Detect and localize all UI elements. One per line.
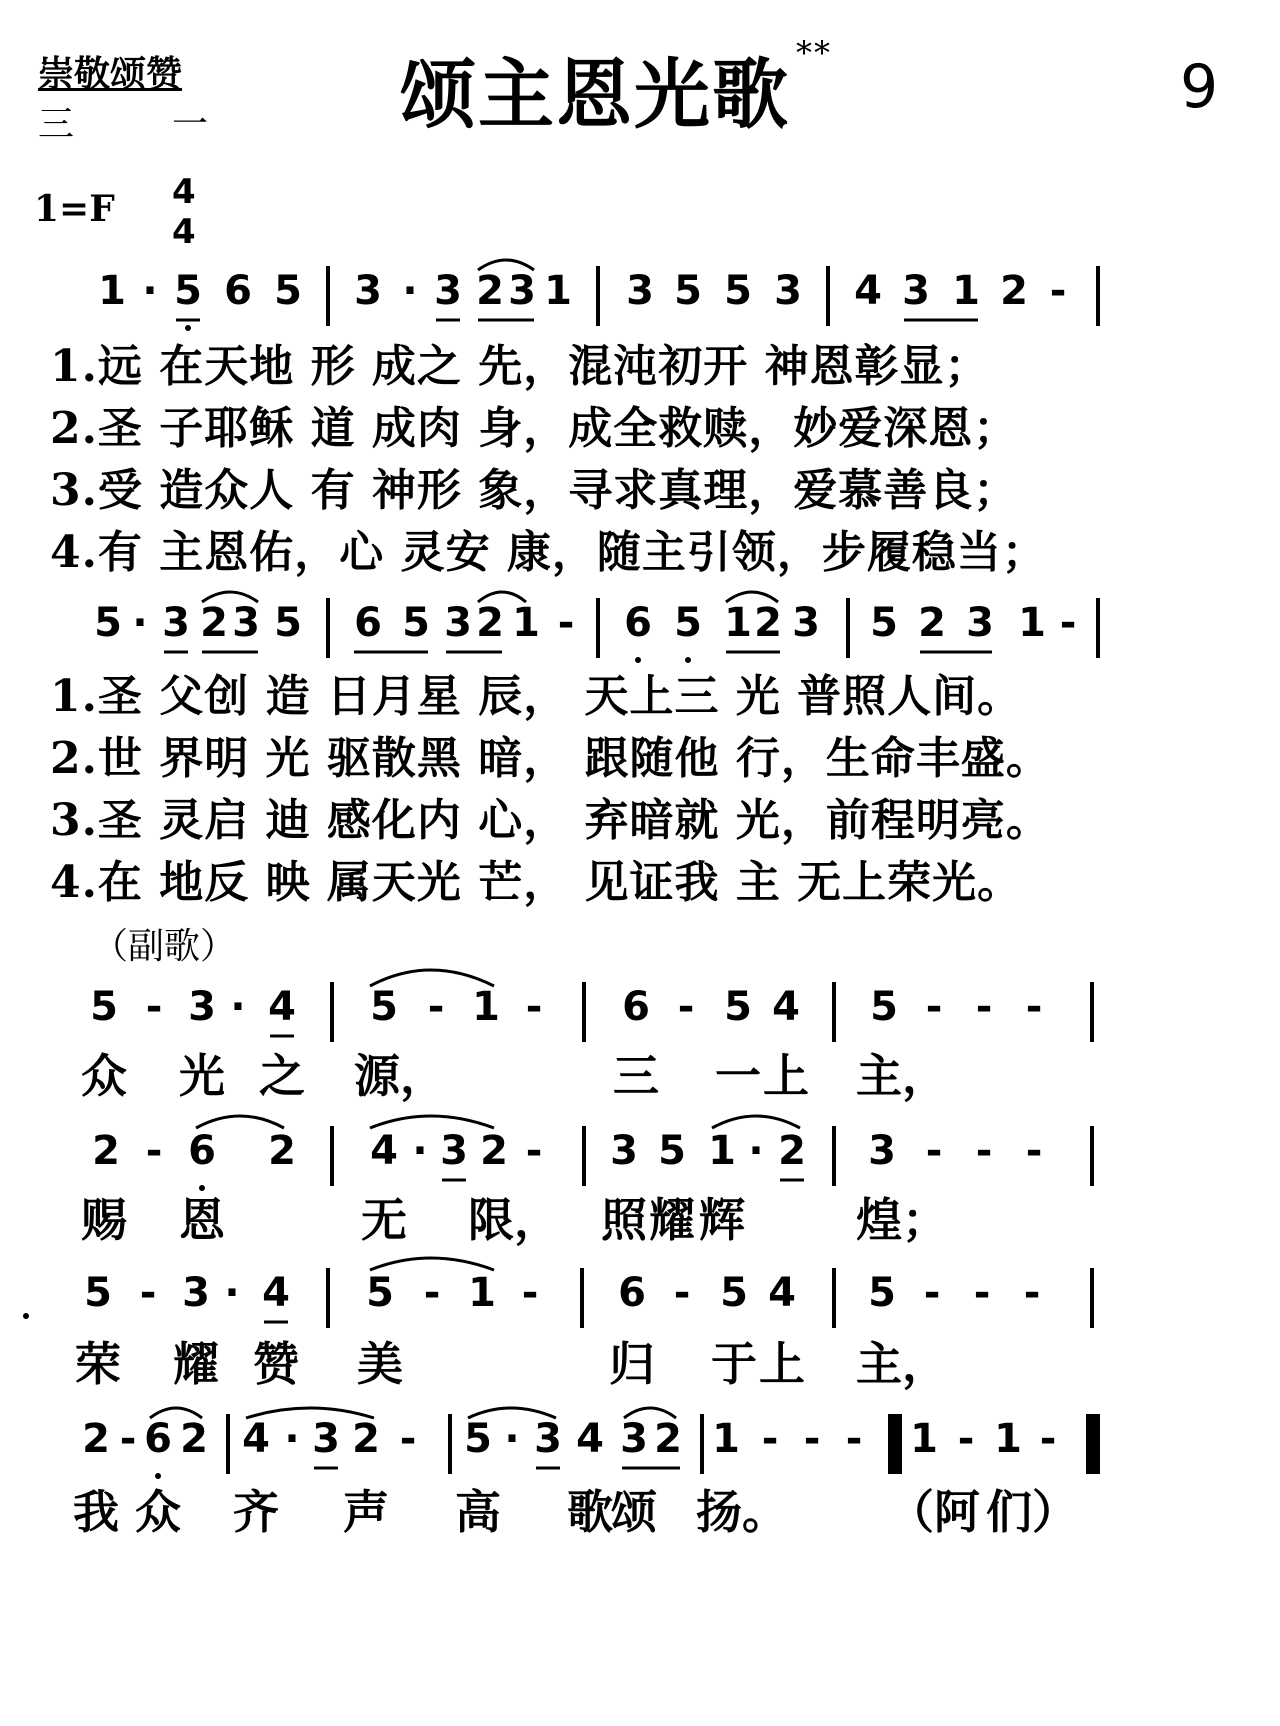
note: 6 bbox=[618, 1270, 646, 1316]
note: 6 bbox=[188, 1128, 216, 1174]
note: 6 bbox=[224, 268, 252, 314]
bar-line bbox=[832, 1268, 836, 1328]
bar-line bbox=[326, 266, 330, 326]
note: 6 bbox=[354, 600, 382, 646]
bar-line bbox=[582, 1126, 586, 1186]
note-dash: - bbox=[427, 984, 445, 1030]
note: 3 bbox=[162, 600, 190, 646]
chorus-lyric: 煌； bbox=[856, 1193, 948, 1247]
note: 1 bbox=[708, 1128, 736, 1174]
note-dash: - bbox=[1025, 1128, 1043, 1174]
bar-line bbox=[846, 598, 850, 658]
verse-lyric-line: 2.圣 子耶稣 道 成肉 身，成全救赎，妙爱深恩； bbox=[50, 403, 1019, 454]
note: 2 bbox=[654, 1416, 682, 1462]
bar-line bbox=[326, 1268, 330, 1328]
bar-line bbox=[1096, 266, 1100, 326]
chorus-lyric: 归 bbox=[609, 1337, 655, 1391]
note: 4 bbox=[370, 1128, 398, 1174]
note: 2 bbox=[82, 1416, 110, 1462]
bar-line bbox=[596, 266, 600, 326]
note-dash: - bbox=[677, 984, 695, 1030]
note: 3 bbox=[774, 268, 802, 314]
note: 2 bbox=[918, 600, 946, 646]
chorus-lyric: 之 bbox=[259, 1049, 305, 1103]
note-dot: · bbox=[402, 268, 418, 314]
note: 2 bbox=[754, 600, 782, 646]
note: 3 bbox=[312, 1416, 340, 1462]
chorus-lyric: 赞 bbox=[253, 1337, 299, 1391]
chorus-lyric: 耀 bbox=[173, 1337, 219, 1391]
note: 3 bbox=[434, 268, 462, 314]
note-dash: - bbox=[973, 1270, 991, 1316]
note: 5 bbox=[658, 1128, 686, 1174]
note-dash: - bbox=[1023, 1270, 1041, 1316]
chorus-label: （副歌） bbox=[92, 926, 237, 967]
chorus-lyric: 限， bbox=[468, 1193, 560, 1247]
note: 5 bbox=[870, 600, 898, 646]
note: 4 bbox=[772, 984, 800, 1030]
verse-lyric-line: 1.圣 父创 造 日月星 辰， 天上三 光 普照人间。 bbox=[50, 671, 1023, 722]
note-dash: - bbox=[399, 1416, 417, 1462]
key-signature: 1=F bbox=[34, 188, 115, 230]
chorus-lyric: 恩 bbox=[179, 1193, 225, 1247]
time-signature bbox=[172, 172, 196, 252]
note: 3 bbox=[966, 600, 994, 646]
note-dash: - bbox=[1049, 268, 1067, 314]
note: 1 bbox=[468, 1270, 496, 1316]
chorus-lyric: 们） bbox=[986, 1485, 1078, 1539]
bar-line bbox=[826, 266, 830, 326]
note: 3 bbox=[868, 1128, 896, 1174]
page-number: 9 bbox=[1180, 52, 1219, 122]
note-dash: - bbox=[845, 1416, 863, 1462]
note: 4 bbox=[768, 1270, 796, 1316]
note: 5 bbox=[868, 1270, 896, 1316]
bar-line bbox=[1090, 1126, 1094, 1186]
verse-lyric-line: 4.在 地反 映 属天光 芒， 见证我 主 无上荣光。 bbox=[50, 857, 1023, 908]
note: 5 bbox=[274, 600, 302, 646]
note: 1 bbox=[724, 600, 752, 646]
chorus-lyric: 照 bbox=[601, 1193, 647, 1247]
note-dash: - bbox=[525, 1128, 543, 1174]
bar-line bbox=[1096, 598, 1100, 658]
chorus-lyric: 光 bbox=[179, 1049, 225, 1103]
subcategory-part: 一 bbox=[171, 104, 208, 145]
note-dash: - bbox=[521, 1270, 539, 1316]
note-dash: - bbox=[1025, 984, 1043, 1030]
chorus-lyric: （阿 bbox=[888, 1485, 980, 1539]
note: 5 bbox=[366, 1270, 394, 1316]
note: 5 bbox=[870, 984, 898, 1030]
note: 4 bbox=[854, 268, 882, 314]
note: 4 bbox=[262, 1270, 290, 1316]
note-dot: · bbox=[132, 600, 148, 646]
note: 3 bbox=[902, 268, 930, 314]
note: 4 bbox=[268, 984, 296, 1030]
note-dot: · bbox=[230, 984, 246, 1030]
chorus-lyric: 主， bbox=[856, 1049, 948, 1103]
note-dash: - bbox=[139, 1270, 157, 1316]
slur bbox=[712, 1116, 800, 1128]
bar-line bbox=[330, 1126, 334, 1186]
note: 5 bbox=[464, 1416, 492, 1462]
bar-line bbox=[1090, 982, 1094, 1042]
note-dot: · bbox=[412, 1128, 428, 1174]
note-dash: - bbox=[119, 1416, 137, 1462]
time-signature-top: 4 bbox=[172, 172, 196, 212]
note: 5 bbox=[724, 984, 752, 1030]
chorus-lyric: 歌 bbox=[567, 1485, 613, 1539]
bar-line bbox=[1090, 1268, 1094, 1328]
bar-line bbox=[832, 1126, 836, 1186]
chorus-lyric: 上 bbox=[759, 1337, 805, 1391]
note: 3 bbox=[182, 1270, 210, 1316]
note-dash: - bbox=[761, 1416, 779, 1462]
note-dash: - bbox=[1039, 1416, 1057, 1462]
note: 6 bbox=[622, 984, 650, 1030]
bar-line bbox=[582, 982, 586, 1042]
bar-line bbox=[448, 1414, 452, 1474]
note-dot: · bbox=[504, 1416, 520, 1462]
chorus-lyric: 赐 bbox=[81, 1193, 127, 1247]
note-dash: - bbox=[145, 1128, 163, 1174]
note-dash: - bbox=[957, 1416, 975, 1462]
note-dash: - bbox=[673, 1270, 691, 1316]
note: 5 bbox=[724, 268, 752, 314]
title-mark: ** bbox=[796, 34, 832, 72]
note: 3 bbox=[534, 1416, 562, 1462]
chorus-lyric: 于 bbox=[711, 1337, 757, 1391]
note: 3 bbox=[354, 268, 382, 314]
note: 2 bbox=[352, 1416, 380, 1462]
note-dot: · bbox=[284, 1416, 300, 1462]
note-dot: · bbox=[142, 268, 158, 314]
speck bbox=[23, 1313, 29, 1319]
note-dash: - bbox=[145, 984, 163, 1030]
title-text: 颂主恩光歌 bbox=[400, 50, 790, 139]
chorus-lyric: 源， bbox=[354, 1049, 446, 1103]
chorus-lyric: 颂 bbox=[611, 1485, 657, 1539]
note-dash: - bbox=[525, 984, 543, 1030]
note: 2 bbox=[778, 1128, 806, 1174]
chorus-lyric: 众 bbox=[135, 1485, 181, 1539]
note: 3 bbox=[444, 600, 472, 646]
note: 1 bbox=[1018, 600, 1046, 646]
chorus-lyric: 三 bbox=[613, 1049, 659, 1103]
hymn-title bbox=[400, 34, 832, 143]
double-bar-line bbox=[888, 1414, 902, 1474]
bar-line bbox=[330, 982, 334, 1042]
note: 4 bbox=[576, 1416, 604, 1462]
slur bbox=[370, 1116, 494, 1128]
note: 6 bbox=[624, 600, 652, 646]
bar-line bbox=[700, 1414, 704, 1474]
note: 1 bbox=[994, 1416, 1022, 1462]
time-signature-bottom: 4 bbox=[172, 212, 196, 252]
chorus-lyric: 无 bbox=[361, 1193, 407, 1247]
note-dash: - bbox=[975, 984, 993, 1030]
chorus-lyric: 高 bbox=[455, 1485, 501, 1539]
note: 1 bbox=[98, 268, 126, 314]
note-dash: - bbox=[925, 1128, 943, 1174]
note: 6 bbox=[144, 1416, 172, 1462]
note: 2 bbox=[268, 1128, 296, 1174]
note: 5 bbox=[674, 268, 702, 314]
chorus-lyric: 耀 bbox=[649, 1193, 695, 1247]
verse-lyric-line: 3.受 造众人 有 神形 象，寻求真理，爱慕善良； bbox=[50, 465, 1019, 516]
note: 2 bbox=[476, 268, 504, 314]
verse-lyric-line: 4.有 主恩佑，心 灵安 康，随主引领，步履稳当； bbox=[50, 527, 1047, 578]
chorus-lyric: 上 bbox=[763, 1049, 809, 1103]
bar-line bbox=[226, 1414, 230, 1474]
bar-line bbox=[326, 598, 330, 658]
hymn-category: 崇敬颂赞 bbox=[38, 53, 183, 95]
note: 3 bbox=[792, 600, 820, 646]
note: 3 bbox=[626, 268, 654, 314]
slur bbox=[370, 1258, 494, 1270]
note: 5 bbox=[402, 600, 430, 646]
note: 5 bbox=[720, 1270, 748, 1316]
note: 3 bbox=[232, 600, 260, 646]
note: 3 bbox=[440, 1128, 468, 1174]
chorus-lyric: 众 bbox=[81, 1049, 127, 1103]
chorus-lyric: 扬。 bbox=[696, 1485, 788, 1539]
hymn-subcategory bbox=[38, 96, 208, 147]
bar-line bbox=[832, 982, 836, 1042]
note: 1 bbox=[472, 984, 500, 1030]
chorus-lyric: 荣 bbox=[75, 1337, 121, 1391]
chorus-lyric: 声 bbox=[343, 1485, 389, 1539]
note-dash: - bbox=[975, 1128, 993, 1174]
note: 5 bbox=[94, 600, 122, 646]
bar-line bbox=[596, 598, 600, 658]
note: 2 bbox=[92, 1128, 120, 1174]
chorus-lyric: 辉 bbox=[699, 1193, 745, 1247]
note: 3 bbox=[188, 984, 216, 1030]
verse-lyric-line: 1.远 在天地 形 成之 先，混沌初开 神恩彰显； bbox=[50, 341, 990, 392]
note: 1 bbox=[910, 1416, 938, 1462]
note: 2 bbox=[180, 1416, 208, 1462]
note: 3 bbox=[508, 268, 536, 314]
note: 2 bbox=[476, 600, 504, 646]
note-dot: · bbox=[748, 1128, 764, 1174]
note: 2 bbox=[200, 600, 228, 646]
slur bbox=[196, 1116, 284, 1128]
note: 3 bbox=[610, 1128, 638, 1174]
note-dash: - bbox=[925, 984, 943, 1030]
note: 3 bbox=[620, 1416, 648, 1462]
note: 1 bbox=[512, 600, 540, 646]
note-dash: - bbox=[1059, 600, 1077, 646]
note: 5 bbox=[90, 984, 118, 1030]
subcategory-part: 三 bbox=[38, 104, 75, 145]
note-dash: - bbox=[423, 1270, 441, 1316]
note: 5 bbox=[274, 268, 302, 314]
note-dash: - bbox=[923, 1270, 941, 1316]
chorus-lyric: 主， bbox=[856, 1337, 948, 1391]
note: 4 bbox=[242, 1416, 270, 1462]
final-bar-line bbox=[1086, 1414, 1100, 1474]
note: 1 bbox=[712, 1416, 740, 1462]
note: 5 bbox=[84, 1270, 112, 1316]
note-dash: - bbox=[803, 1416, 821, 1462]
chorus-lyric: 一 bbox=[715, 1049, 761, 1103]
note: 1 bbox=[952, 268, 980, 314]
verse-lyric-line: 2.世 界明 光 驱散黑 暗， 跟随他 行，生命丰盛。 bbox=[50, 733, 1051, 784]
bar-line bbox=[580, 1268, 584, 1328]
note: 5 bbox=[174, 268, 202, 314]
note-dot: · bbox=[224, 1270, 240, 1316]
chorus-lyric: 我 bbox=[73, 1485, 119, 1539]
note: 2 bbox=[480, 1128, 508, 1174]
chorus-lyric: 齐 bbox=[233, 1485, 279, 1539]
note: 5 bbox=[674, 600, 702, 646]
note: 5 bbox=[370, 984, 398, 1030]
verse-lyric-line: 3.圣 灵启 迪 感化内 心， 弃暗就 光，前程明亮。 bbox=[50, 795, 1051, 846]
chorus-lyric: 美 bbox=[357, 1337, 403, 1391]
note-dash: - bbox=[557, 600, 575, 646]
note: 2 bbox=[1000, 268, 1028, 314]
note: 1 bbox=[544, 268, 572, 314]
